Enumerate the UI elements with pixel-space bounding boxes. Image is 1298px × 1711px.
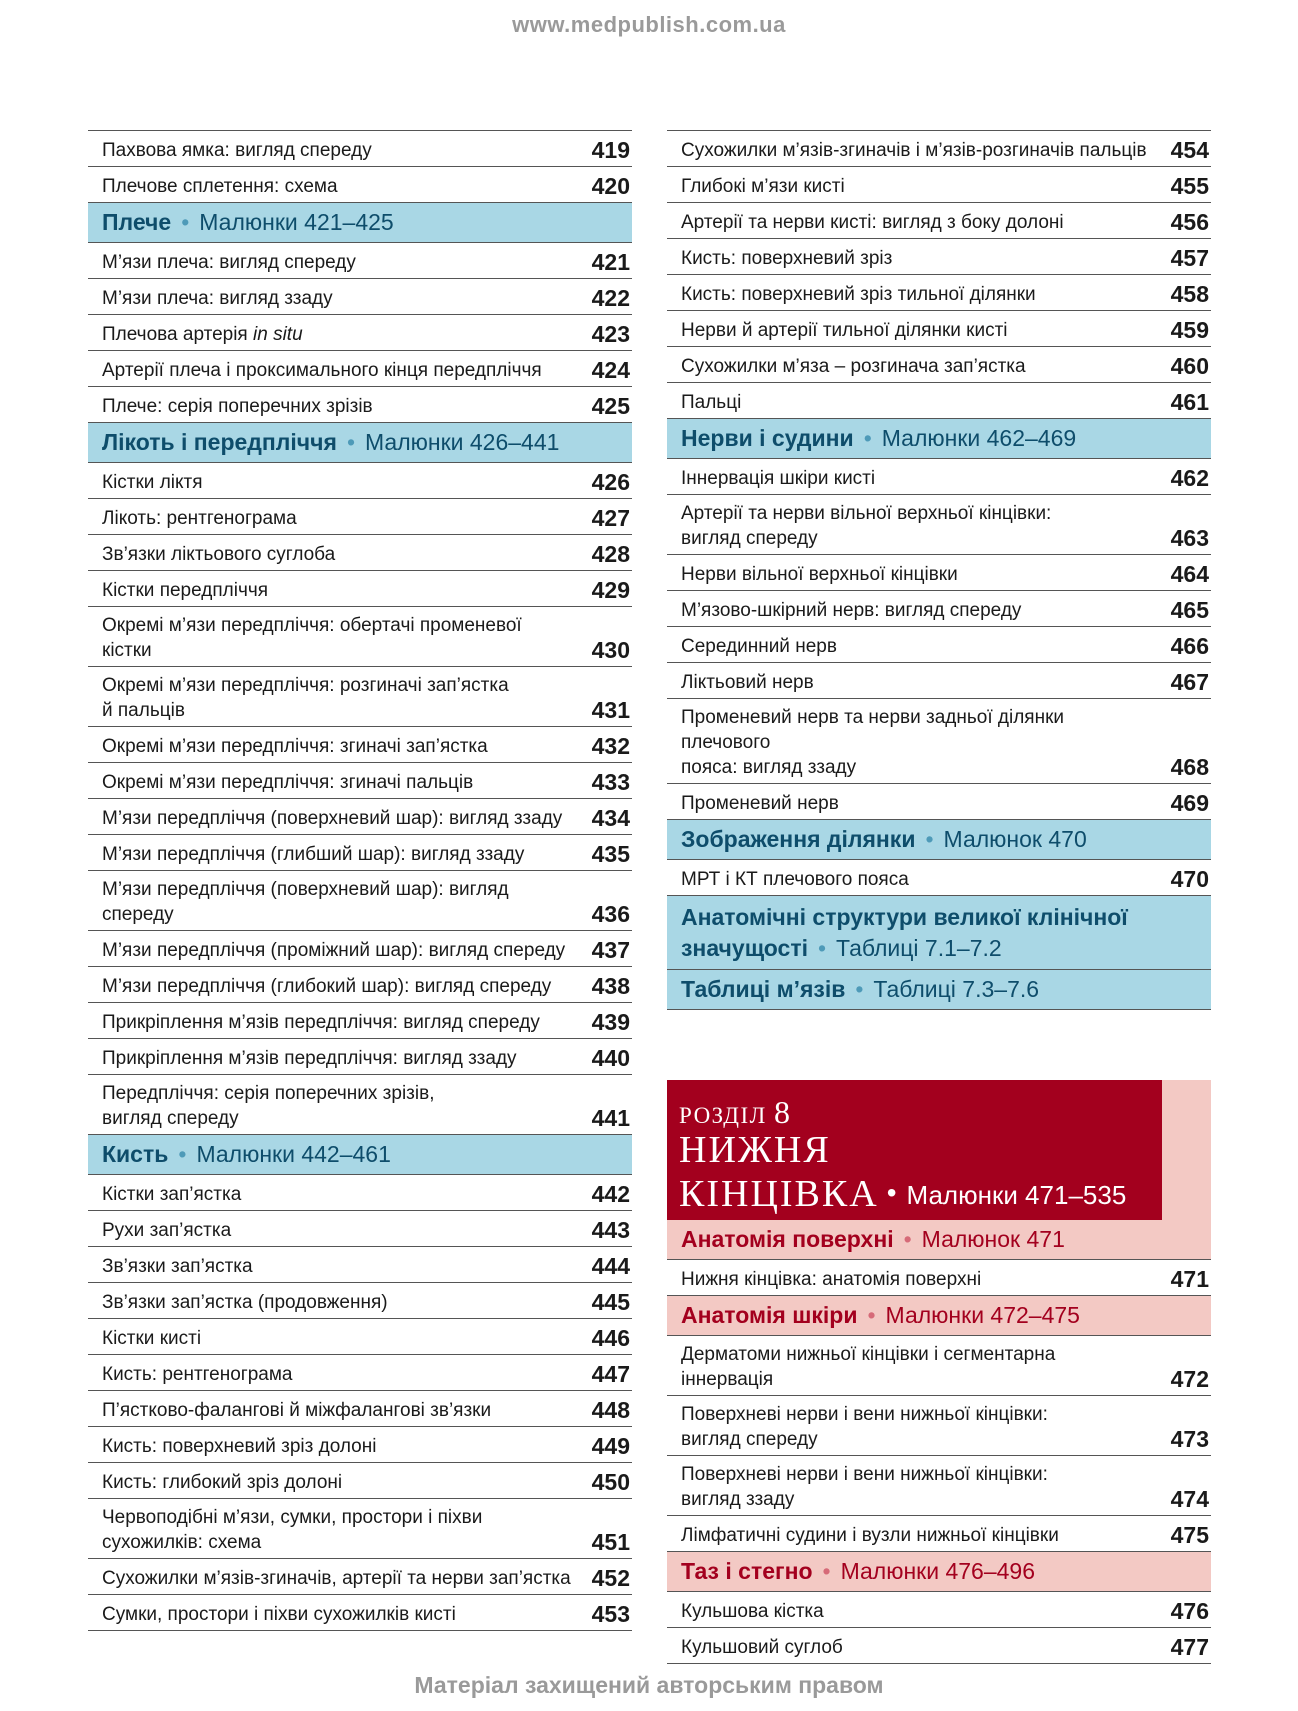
toc-entry[interactable] [667,1260,1211,1296]
page-number: 456 [1170,209,1209,235]
toc-entry[interactable] [667,239,1211,275]
entry-title: М’язи передпліччя (поверхневий шар): вигляд спереду [102,879,509,925]
section-title: Лікоть і передпліччя [102,429,337,455]
entry-title: Іннервація шкіри кисті [681,468,876,489]
page-number: 469 [1170,790,1209,816]
toc-entry[interactable] [88,1283,632,1319]
entry-title: Сухожилки м’язів-згиначів, артерії та нерви зап’ястка [102,1568,571,1589]
bullet: • [817,935,827,961]
toc-entry[interactable] [667,1628,1211,1664]
entry-title: Нерви й артерії тильної ділянки кисті [681,320,1008,341]
entry-title: М’язово-шкірний нерв: вигляд спереду [681,600,1022,621]
page-number: 428 [591,541,630,567]
toc-entry[interactable] [88,243,632,279]
page-number: 462 [1170,465,1209,491]
entry-title: Плечова артерія in situ [102,324,303,345]
entry-title: М’язи передпліччя (глибокий шар): вигляд спереду [102,976,552,997]
page-number: 430 [591,637,630,663]
entry-title: Дерматоми нижньої кінцівки і сегментарна іннервація [681,1344,1056,1390]
toc-entry[interactable] [667,130,1211,167]
entry-title: Червоподібні м’язи, сумки, простори і піхви сухожилків: схема [102,1507,483,1553]
chapter-title-line2: КІНЦІВКА • Малюнки 471–535 [679,1173,1127,1215]
toc-entry[interactable] [88,1211,632,1247]
page-number: 435 [591,841,630,867]
section-title: Таблиці м’язів [681,976,846,1002]
section-header-imaging [667,820,1211,860]
page-number: 468 [1170,754,1209,780]
toc-entry[interactable] [667,784,1211,820]
bullet: • [925,826,934,852]
entry-title: Променевий нерв та нерви задньої ділянки плечового пояса: вигляд ззаду [681,707,1065,778]
section-header-clinical-structures [667,896,1211,970]
toc-entry[interactable] [667,1592,1211,1628]
page-number: 455 [1170,173,1209,199]
page-number: 446 [591,1325,630,1351]
section-figures: Малюнки 426–441 [365,429,560,455]
toc-entry[interactable] [88,1427,632,1463]
toc-entry[interactable] [667,203,1211,239]
page-number: 433 [591,769,630,795]
toc-entry[interactable] [667,663,1211,699]
page-number: 423 [591,321,630,347]
page-number: 427 [591,505,630,531]
page-number: 439 [591,1009,630,1035]
toc-entry[interactable] [88,387,632,423]
toc-entry[interactable] [667,383,1211,419]
section-figures: Малюнки 462–469 [881,425,1077,451]
toc-entry[interactable] [88,727,632,763]
section-header-nerves-vessels [667,419,1211,459]
entry-title: Артерії плеча і проксимального кінця передпліччя [102,360,542,381]
toc-entry[interactable] [88,351,632,387]
toc-entry[interactable] [88,130,632,167]
page-number: 463 [1170,525,1209,551]
section-title: Нерви і судини [681,425,854,451]
toc-entry[interactable] [88,279,632,315]
page-number: 425 [591,393,630,419]
entry-title: Артерії та нерви вільної верхньої кінцівки: вигляд спереду [681,503,1052,549]
section-header-pelvis-thigh [667,1552,1211,1592]
bullet: • [178,1141,187,1167]
section-header-muscle-tables [667,970,1211,1010]
page-number: 477 [1170,1634,1209,1660]
page-number: 420 [591,173,630,199]
section-title: Анатомія шкіри [681,1302,858,1328]
entry-title: Плечове сплетення: схема [102,176,338,197]
toc-entry[interactable] [88,667,632,727]
page-number: 432 [591,733,630,759]
section-title: Кисть [102,1141,169,1167]
page-number: 471 [1170,1266,1209,1292]
section-figures: Малюнки 472–475 [885,1302,1080,1328]
toc-entry[interactable] [88,1391,632,1427]
copyright-footer: Матеріал захищений авторським правом [414,1672,884,1698]
entry-title: Кістки кисті [102,1328,202,1349]
toc-entry[interactable] [667,167,1211,203]
page-number: 442 [591,1181,630,1207]
toc-entry[interactable] [667,627,1211,663]
page-number: 436 [591,901,630,927]
toc-entry[interactable] [667,1336,1211,1396]
entry-title: Кульшовий суглоб [681,1637,843,1658]
toc-entry[interactable] [88,463,632,499]
page-number: 429 [591,577,630,603]
entry-title: Сумки, простори і піхви сухожилків кисті [102,1604,456,1625]
toc-entry[interactable] [88,1463,632,1499]
toc-entry[interactable] [667,1396,1211,1456]
toc-entry[interactable] [88,1355,632,1391]
toc-entry[interactable] [667,699,1211,784]
toc-entry[interactable] [88,1499,632,1559]
entry-title: Кістки передпліччя [102,580,269,601]
page-number: 475 [1170,1522,1209,1548]
toc-entry[interactable] [88,835,632,871]
entry-title: Кисть: поверхневий зріз [681,248,893,269]
page-number: 421 [591,249,630,275]
toc-entry[interactable] [88,535,632,571]
entry-title: Серединний нерв [681,636,837,657]
entry-title: Окремі м’язи передпліччя: розгиначі зап’ястка й пальців [102,675,509,721]
entry-title: Ліктьовий нерв [681,672,814,693]
entry-title: Кульшова кістка [681,1601,824,1622]
page-number: 440 [591,1045,630,1071]
page-number: 459 [1170,317,1209,343]
toc-entry[interactable] [88,607,632,667]
toc-entry[interactable] [88,1559,632,1595]
toc-entry[interactable] [88,1595,632,1631]
entry-title: Зв’язки зап’ястка [102,1256,253,1277]
entry-title: П’ястково-фалангові й міжфалангові зв’язки [102,1400,492,1421]
entry-title: Кисть: поверхневий зріз тильної ділянки [681,284,1036,305]
toc-entry[interactable] [667,459,1211,495]
bullet: • [855,976,864,1002]
entry-title: Нерви вільної верхньої кінцівки [681,564,958,585]
section-header-surface-anatomy [667,1220,1211,1260]
toc-entry[interactable] [88,167,632,203]
page-number: 419 [591,137,630,163]
entry-title: Прикріплення м’язів передпліччя: вигляд ззаду [102,1048,517,1069]
page-number: 445 [591,1289,630,1315]
entry-title: Лікоть: рентгенограма [102,508,297,529]
page-number: 464 [1170,561,1209,587]
page-number: 449 [591,1433,630,1459]
site-url: www.medpublish.com.ua [512,12,786,37]
section-figures: Малюнки 476–496 [840,1558,1036,1584]
page-number: 451 [591,1529,630,1555]
toc-entry[interactable] [667,275,1211,311]
page-number: 465 [1170,597,1209,623]
entry-title: М’язи плеча: вигляд спереду [102,252,356,273]
section-figures: Таблиці 7.1–7.2 [836,935,1002,961]
entry-title: Кисть: рентгенограма [102,1364,293,1385]
page-number: 452 [591,1565,630,1591]
page-number: 447 [591,1361,630,1387]
section-title: Зображення ділянки [681,826,916,852]
page-number: 466 [1170,633,1209,659]
section-title-line2: значущості [681,935,808,961]
entry-title: Рухи зап’ястка [102,1220,232,1241]
page-number: 467 [1170,669,1209,695]
page-number: 444 [591,1253,630,1279]
section-header-arm [88,203,632,243]
entry-title: Окремі м’язи передпліччя: обертачі променевої кістки [102,615,522,661]
page-number: 470 [1170,866,1209,892]
page-number: 443 [591,1217,630,1243]
entry-title: Плече: серія поперечних зрізів [102,396,373,417]
toc-entry[interactable] [88,763,632,799]
page-number: 441 [591,1105,630,1131]
entry-title: Глибокі м’язи кисті [681,176,845,197]
bullet: • [903,1226,912,1252]
chapter-banner [667,1080,1211,1220]
page-number: 472 [1170,1366,1209,1392]
entry-title: Нижня кінцівка: анатомія поверхні [681,1269,982,1290]
page-number: 461 [1170,389,1209,415]
entry-title: Кістки зап’ястка [102,1184,242,1205]
page-number: 450 [591,1469,630,1495]
section-figures: Малюнок 471 [921,1226,1065,1252]
page-number: 424 [591,357,630,383]
toc-entry[interactable] [88,799,632,835]
entry-title: Окремі м’язи передпліччя: згиначі пальців [102,772,474,793]
toc-entry[interactable] [667,555,1211,591]
page-number: 438 [591,973,630,999]
entry-title: М’язи передпліччя (глибший шар): вигляд ззаду [102,844,525,865]
toc-entry[interactable] [88,1039,632,1075]
entry-title: Поверхневі нерви і вени нижньої кінцівки: вигляд ззаду [681,1464,1048,1510]
entry-title: Пальці [681,392,742,413]
page-number: 454 [1170,137,1209,163]
entry-title: Лімфатичні судини і вузли нижньої кінцівки [681,1525,1059,1546]
entry-title: М’язи передпліччя (проміжний шар): вигляд спереду [102,940,566,961]
section-figures: Малюнки 421–425 [199,209,394,235]
toc-entry[interactable] [88,315,632,351]
section-figures: Таблиці 7.3–7.6 [873,976,1040,1002]
toc-entry[interactable] [88,1247,632,1283]
entry-title: Прикріплення м’язів передпліччя: вигляд спереду [102,1012,540,1033]
page-number: 476 [1170,1598,1209,1624]
page-number: 458 [1170,281,1209,307]
section-figures: Малюнки 442–461 [196,1141,391,1167]
entry-title: Кисть: глибокий зріз долоні [102,1472,343,1493]
toc-entry[interactable] [667,311,1211,347]
chapter-title-line1: НИЖНЯ [679,1129,831,1171]
section-figures: Малюнок 470 [943,826,1087,852]
entry-title: Зв’язки ліктьового суглоба [102,544,336,565]
entry-title: Пахвова ямка: вигляд спереду [102,140,372,161]
page-number: 437 [591,937,630,963]
toc-column-left [88,130,632,1631]
entry-title: Сухожилки м’язів-згиначів і м’язів-розгиначів пальців [681,140,1147,161]
section-title: Плече [102,209,172,235]
page-number: 453 [591,1601,630,1627]
entry-title: Кістки ліктя [102,472,203,493]
bullet: • [863,425,872,451]
bullet: • [822,1558,831,1584]
entry-title: МРТ і КТ плечового пояса [681,869,909,890]
chapter-figures: Малюнки 471–535 [906,1180,1127,1210]
bullet: • [346,429,355,455]
page-number: 457 [1170,245,1209,271]
toc-entry[interactable] [88,1075,632,1135]
toc-column-right [667,130,1211,1664]
toc-entry[interactable] [88,967,632,1003]
toc-entry[interactable] [667,860,1211,896]
page-number: 473 [1170,1426,1209,1452]
page-number: 448 [591,1397,630,1423]
bullet: • [181,209,190,235]
toc-entry[interactable] [88,1319,632,1355]
section-header-hand [88,1135,632,1175]
chapter-number: 8 [774,1094,792,1130]
page-number: 434 [591,805,630,831]
bullet: • [886,1177,899,1208]
toc-entry[interactable] [88,571,632,607]
entry-title: М’язи плеча: вигляд ззаду [102,288,333,309]
section-title: Анатомічні структури великої клінічної [681,904,1128,930]
entry-title: Кисть: поверхневий зріз долоні [102,1436,377,1457]
entry-title: Променевий нерв [681,793,839,814]
entry-title: Поверхневі нерви і вени нижньої кінцівки: вигляд спереду [681,1404,1048,1450]
italic-term: in situ [253,324,303,345]
bullet: • [867,1302,876,1328]
page-number: 426 [591,469,630,495]
section-header-skin-anatomy [667,1296,1211,1336]
chapter-label: РОЗДІЛ 8 [679,1094,792,1130]
page-number: 431 [591,697,630,723]
toc-entry[interactable] [667,1456,1211,1516]
toc-entry[interactable] [667,347,1211,383]
toc-entry[interactable] [88,1175,632,1211]
entry-title: Сухожилки м’яза – розгинача зап’ястка [681,356,1026,377]
toc-entry[interactable] [667,591,1211,627]
section-title: Анатомія поверхні [681,1226,894,1252]
toc-entry[interactable] [88,499,632,535]
entry-title: Артерії та нерви кисті: вигляд з боку долоні [681,212,1064,233]
page-number: 474 [1170,1486,1209,1512]
toc-entry[interactable] [667,1516,1211,1552]
entry-title: Зв’язки зап’ястка (продовження) [102,1292,388,1313]
entry-title: Окремі м’язи передпліччя: згиначі зап’ястка [102,736,488,757]
section-header-elbow-forearm [88,423,632,463]
page-number: 460 [1170,353,1209,379]
entry-title: М’язи передпліччя (поверхневий шар): вигляд ззаду [102,808,563,829]
toc-entry[interactable] [88,1003,632,1039]
toc-entry[interactable] [667,495,1211,555]
page-number: 422 [591,285,630,311]
toc-entry[interactable] [88,931,632,967]
section-title: Таз і стегно [681,1558,813,1584]
entry-title: Передпліччя: серія поперечних зрізів, вигляд спереду [102,1083,435,1129]
toc-entry[interactable] [88,871,632,931]
